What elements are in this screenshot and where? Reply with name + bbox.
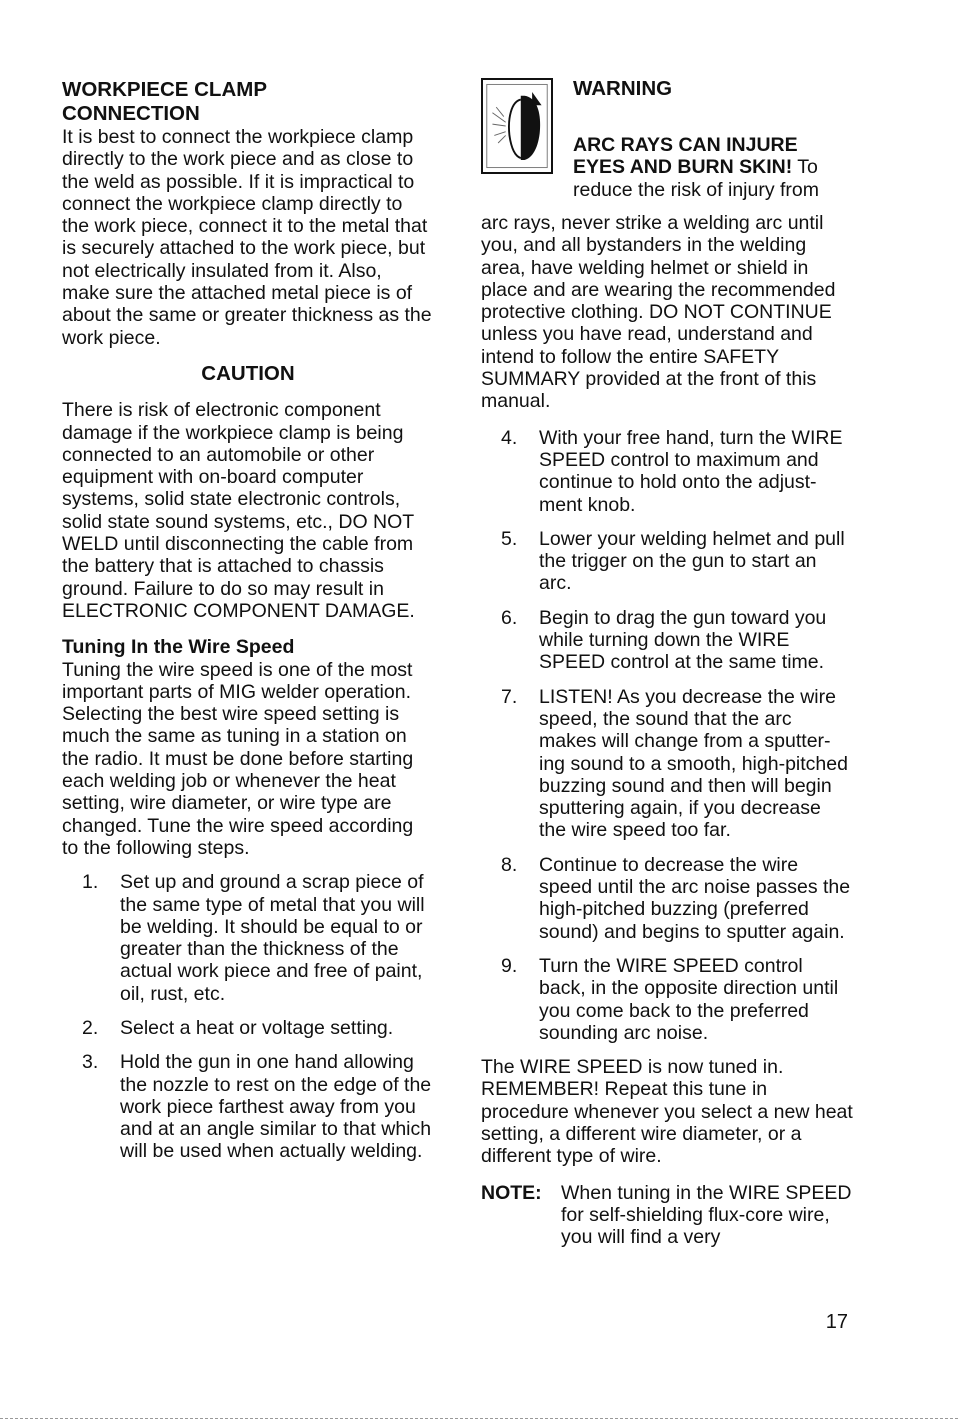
list-item — [481, 686, 853, 842]
list-item — [481, 607, 853, 674]
tuning-paragraph: Tuning the wire speed is one of the most important parts of MIG welder operation. Selecting the best wire speed setting is much the same as tuning in a station on the radio. It must be done before starting each welding job or whenever the heat setting, wire diameter, or wire type are changed. Tune the wire speed according to the following steps. — [62, 658, 414, 859]
warning-title: WARNING — [573, 77, 673, 100]
step-number: 3. — [82, 1051, 99, 1074]
list-item — [62, 871, 434, 1005]
tuning-heading: Tuning In the Wire Speed — [62, 636, 295, 659]
bottom-divider — [0, 1418, 958, 1420]
step-text: Lower your welding helmet and pull the trigger on the gun to start an arc. — [539, 527, 845, 595]
warning-bold-text: ARC RAYS CAN INJURE EYES AND BURN SKIN! — [573, 134, 798, 179]
step-number: 1. — [82, 871, 99, 894]
section-heading-line2: CONNECTION — [62, 102, 200, 125]
warning-paragraph: arc rays, never strike a welding arc until you, and all bystanders in the welding area, have welding helmet or shield in place and are wearing the recommended protective clothing. DO NOT CONTINUE unless you have read, understand and intend to follow the entire SAFETY SUMMARY provided at the front of this manual. — [481, 212, 836, 413]
warning-block — [481, 77, 853, 201]
step-text: Hold the gun in one hand allowing the nozzle to rest on the edge of the work piece farthest away from you and at an angle similar to that which will be used when actually welding. — [120, 1051, 432, 1163]
step-text: Select a heat or voltage setting. — [120, 1016, 394, 1039]
note-block — [481, 1182, 853, 1249]
step-number: 8. — [501, 853, 518, 876]
steps-list-left — [62, 871, 434, 1163]
step-text: Set up and ground a scrap piece of the same type of metal that you will be welding. It should be equal to or greater than the thickness of the actual work piece and free of paint, oil, rust, etc. — [120, 871, 425, 1005]
warning-lead-text: To reduce the risk of injury from — [573, 156, 820, 201]
steps-list-right — [481, 427, 853, 1044]
note-label: NOTE: — [481, 1181, 542, 1204]
step-number: 4. — [501, 426, 518, 449]
list-item — [481, 427, 853, 516]
list-item — [62, 1051, 434, 1162]
list-item — [481, 955, 853, 1044]
right-column — [481, 78, 853, 1248]
list-item — [481, 528, 853, 595]
page-number: 17 — [825, 1311, 848, 1333]
warning-lead — [573, 134, 853, 201]
section-heading-line1: WORKPIECE CLAMP — [62, 78, 267, 101]
caution-heading: CAUTION — [201, 361, 295, 385]
step-number: 6. — [501, 606, 518, 629]
step-number: 2. — [82, 1016, 99, 1039]
list-item — [62, 1017, 434, 1039]
list-item — [481, 854, 853, 943]
step-text: Turn the WIRE SPEED control back, in the opposite direction until you come back to the preferred sounding arc noise. — [539, 954, 839, 1044]
clamp-connection-paragraph: It is best to connect the workpiece clamp directly to the work piece and as close to the weld as possible. If it is impractical to connect the workpiece clamp directly to the work piece, connect it to the metal that is securely attached to the work piece, but not electrically insulated from it. Also, make sure the attached metal piece is of about the same or greater thickness as the work piece. — [62, 126, 432, 349]
step-text: Continue to decrease the wire speed until the arc noise passes the high-pitched buzzing (preferred sound) and begins to sputter again. — [539, 853, 851, 943]
note-text: When tuning in the WIRE SPEED for self-shielding flux-core wire, you will find a very — [561, 1181, 852, 1249]
step-text: Begin to drag the gun toward you while turning down the WIRE SPEED control at the same time. — [539, 606, 827, 674]
step-number: 9. — [501, 954, 518, 977]
step-number: 7. — [501, 685, 518, 708]
step-text: With your free hand, turn the WIRE SPEED control to maximum and continue to hold onto the adjust-ment knob. — [539, 426, 843, 516]
welding-helmet-warning-icon — [481, 78, 553, 174]
step-number: 5. — [501, 527, 518, 550]
left-column — [62, 78, 434, 1175]
tuned-paragraph: The WIRE SPEED is now tuned in. REMEMBER! Repeat this tune in procedure whenever you select a new heat setting, a different wire diameter, or a different type of wire. — [481, 1056, 853, 1168]
step-text: LISTEN! As you decrease the wire speed, the sound that the arc makes will change from a sputter-ing sound to a smooth, high-pitched buzzing sound and then will begin sputtering again, if you decrease the wire speed too far. — [539, 685, 848, 842]
caution-paragraph: There is risk of electronic component damage if the workpiece clamp is being connected to an automobile or other equipment with on-board computer systems, solid state electronic controls, solid state sound systems, etc., DO NOT WELD until disconnecting the cable from the battery that is attached to chassis ground. Failure to do so may result in ELECTRONIC COMPONENT DAMAGE. — [62, 399, 415, 622]
